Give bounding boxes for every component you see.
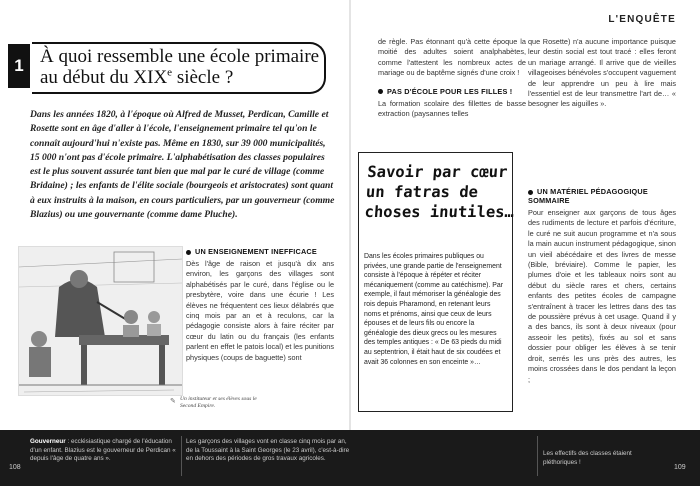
- page-gutter: [349, 0, 351, 430]
- section-inefficace: [186, 247, 334, 363]
- footer-divider: [537, 436, 538, 476]
- intro-paragraph: Dans les années 1820, à l'époque où Alfred de Musset, Perdican, Camille et Rosette sont en âge d'aller à l'école, l'enseignement primaire tel qu'on le connaît aujourd'hui n'existe pas. Même en 1830, sur 39 000 municipalités, 15 000 n'ont pas d'école primaire. L'alphabétisation des classes populaires est le plus souvent assurée tant bien que mal par le curé de village (comme Bridaine) ; les enfants de l'élite sociale (bourgeois et aristocrates) sont quant à eux instruits à la maison, en cours particuliers, par un gouverneur (comme Blazius) ou une gouvernante (comme dame Pluche).: [30, 109, 335, 221]
- filles-text: La formation scolaire des fillettes de basse extraction (paysannes telles: [378, 98, 526, 119]
- footer-divider: [181, 436, 182, 476]
- footnote-gouverneur: [30, 438, 180, 464]
- footnote-villages: Les garçons des villages vont en classe cinq mois par an, de la Toussaint à la Saint Georges (le 23 avril), c'est-à-dire en dehors des périodes de gros travaux agricoles.: [186, 438, 350, 462]
- continued-text: de règle. Pas étonnant qu'à cette époque la moitié des adultes soient analphabètes, comme l'attestent les nombreux actes de mariage ou de baptême signés d'une croix !: [378, 37, 526, 78]
- section-heading-materiel: [528, 187, 676, 205]
- page-number-right: 109: [674, 464, 686, 471]
- title-end: siècle ?: [172, 67, 234, 88]
- section-heading-filles: [378, 87, 526, 96]
- chapter-number: 1: [8, 44, 30, 88]
- heading-text: UN ENSEIGNEMENT INEFFICACE: [195, 247, 317, 256]
- section-heading: [186, 247, 334, 256]
- bullet-icon: [378, 89, 383, 94]
- quote-body: Dans les écoles primaires publiques ou privées, une grande partie de l'enseignement consiste à l'époque à répéter et réciter mécaniquement (comme au catéchisme). Par exemple, il faut mémoriser la généalogie des rois depuis Pharamond, en retenant leurs noms et prénoms, ainsi que ceux de leurs épouses et de leurs fils ou encore la généalogie des dieux grecs ou les mesures des temples antiques : « De 63 pieds du midi au septentrion, il était haut de six coudées et avait 36 colonnes en son enceinte »…: [364, 253, 504, 366]
- section-materiel: [528, 187, 676, 385]
- title-sup: e: [167, 66, 173, 79]
- footnote-text: : ecclésiastique chargé de l'éducation d'un enfant. Blazius est le gouverneur de Perdican « depuis l'âge de quatre ans ».: [30, 438, 176, 462]
- classroom-illustration: [18, 246, 183, 396]
- heading-text: PAS D'ÉCOLE POUR LES FILLES !: [387, 86, 513, 96]
- heading-text: UN MATÉRIEL PÉDAGOGIQUE SOMMAIRE: [528, 187, 648, 205]
- section-text: Dès l'âge de raison et jusqu'à dix ans environ, les garçons des villages sont alphabétisés par le curé, dans l'église ou le presbytère, voire dans une écurie ! Les élèves ne fréquentent ces lieux délabrés que cinq mois par an et à reculons, car la pédagogie consiste alors à faire réciter par cœur du latin ou du français (les enfants parlent en effet le patois local) et les punitions physiques (coups de baguette) sont: [186, 259, 334, 362]
- filles-continued-text: que Rosette) n'a aucune importance puisque leur destin social est tout tracé : elles feront un mariage arrangé. Il arrive que de vieilles villageoises bénévoles s'occupent vaguement de leur apprendre un peu à lire mais l'essentiel est de leur transmettre l'art de… « besogner les aiguilles ».: [528, 37, 676, 109]
- section-header: L'ENQUÊTE: [608, 14, 676, 25]
- footnote-term: Gouverneur: [30, 438, 66, 445]
- chapter-title: [40, 46, 325, 88]
- footnote-effectifs: Les effectifs des classes étaient pléthoriques !: [543, 450, 632, 466]
- right-column-2: [528, 37, 676, 110]
- bullet-icon: [186, 250, 191, 255]
- quote-headline: Savoir par cœur un fatras de choses inutiles…: [363, 163, 515, 221]
- bullet-icon: [528, 190, 533, 195]
- right-column-1: [378, 37, 526, 119]
- page-number-left: 108: [9, 464, 21, 471]
- engraving-drawing: [19, 247, 182, 395]
- materiel-text: Pour enseigner aux garçons de tous âges des rudiments de lecture et parfois d'écriture, le curé ne suit aucun programme et n'a sous la main aucun instrument pédagogique, sinon un vieil abécédaire et des livres de messe (Bible, bréviaire). Comme le papier, les plumes d'oie et les tableaux noirs sont au début du siècle rares et chers, certains enfants des petites écoles de campagne s'entraînent à tracer les lettres dans des tas de poussière prévus à cet usage. Quand il y a des bancs, ils sont à deux niveaux (pour asseoir les petits), fixés au sol et sans dossier pour obliger les élèves à se tenir droit, serrés les uns près des autres, les moins crossées dans le dos pendant la leçon ;: [528, 208, 676, 384]
- illustration-caption: Un instituteur et ses élèves sous le Second Empire.: [180, 396, 257, 409]
- pen-icon: ✎: [170, 398, 176, 405]
- title-main: À quoi ressemble une école primaire au début du XIX: [40, 46, 320, 88]
